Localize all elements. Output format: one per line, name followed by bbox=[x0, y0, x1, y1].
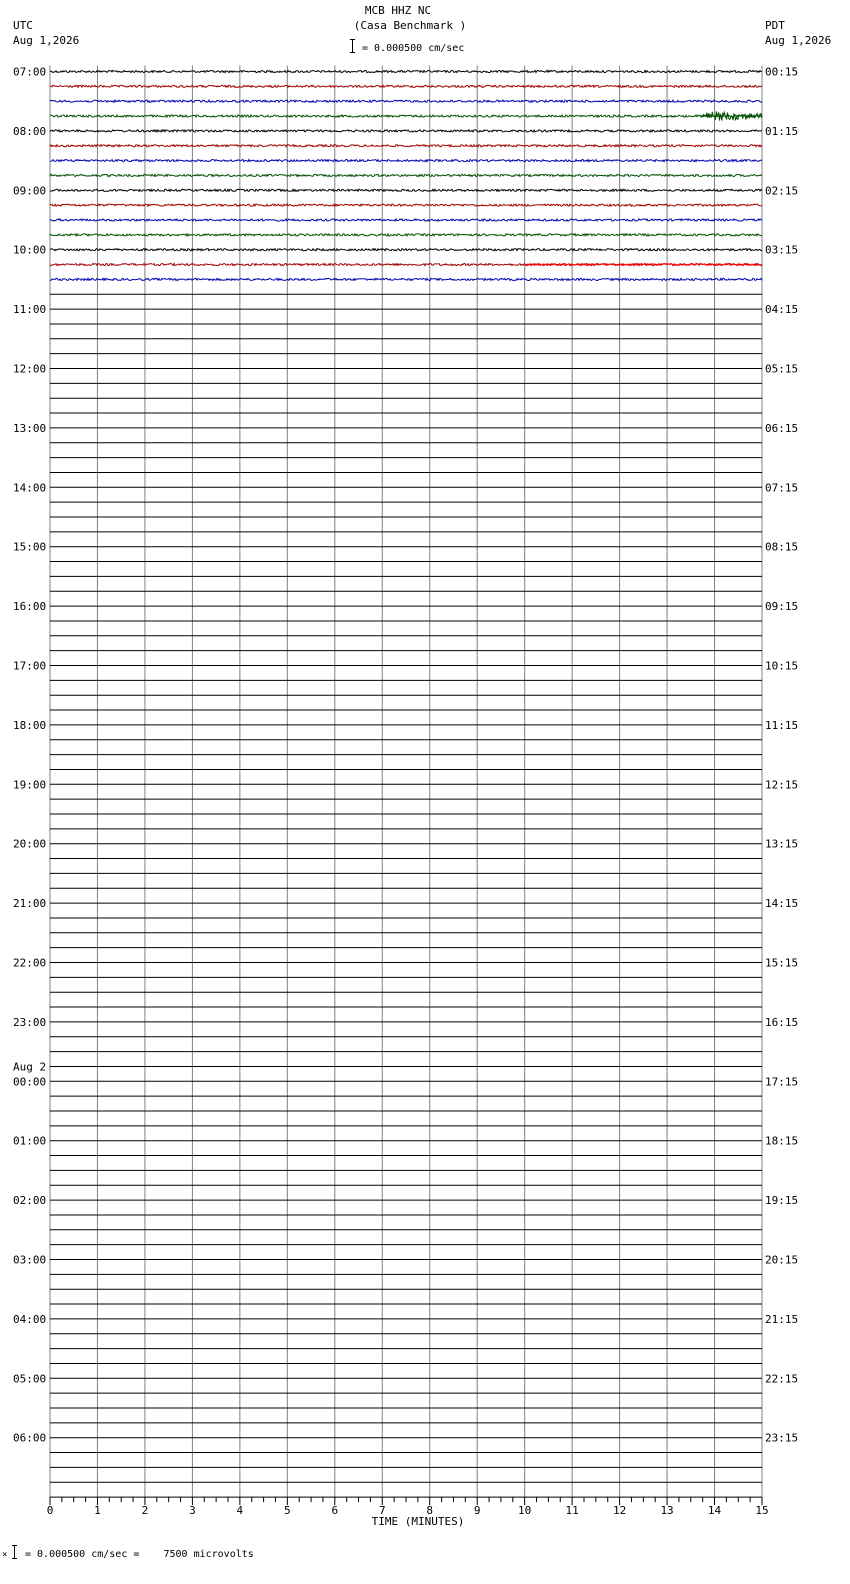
x-tick-label: 12 bbox=[612, 1504, 627, 1518]
pdt-hour-label: 02:15 bbox=[765, 184, 799, 198]
pdt-hour-label: 18:15 bbox=[765, 1134, 799, 1148]
utc-hour-label: 00:00 bbox=[13, 1075, 47, 1089]
x-tick-label: 6 bbox=[331, 1504, 339, 1518]
pdt-hour-label: 03:15 bbox=[765, 243, 799, 257]
seismic-trace bbox=[50, 100, 762, 102]
pdt-hour-label: 00:15 bbox=[765, 65, 799, 79]
seismic-trace bbox=[50, 249, 762, 251]
scale-label: = 0.000500 cm/sec bbox=[362, 43, 465, 54]
utc-hour-label: 11:00 bbox=[13, 303, 47, 317]
pdt-hour-label: 14:15 bbox=[765, 897, 799, 911]
x-tick-label: 0 bbox=[46, 1504, 54, 1518]
pdt-hour-label: 04:15 bbox=[765, 303, 799, 317]
x-tick-label: 3 bbox=[189, 1504, 196, 1518]
x-tick-label: 7 bbox=[378, 1504, 386, 1518]
pdt-timezone-label: PDT bbox=[765, 19, 785, 32]
pdt-hour-label: 15:15 bbox=[765, 956, 799, 970]
utc-hour-label: 16:00 bbox=[13, 600, 47, 614]
pdt-hour-label: 16:15 bbox=[765, 1015, 799, 1029]
utc-hour-label: 12:00 bbox=[13, 362, 47, 376]
x-tick-label: 13 bbox=[660, 1504, 674, 1518]
utc-hour-label: 01:00 bbox=[13, 1134, 47, 1148]
seismic-trace bbox=[50, 85, 762, 87]
footer-scale-note: = 0.000500 cm/sec = 7500 microvolts bbox=[25, 1549, 254, 1560]
x-tick-label: 11 bbox=[565, 1504, 579, 1518]
utc-hour-label: 08:00 bbox=[13, 124, 47, 138]
pdt-hour-label: 06:15 bbox=[765, 421, 799, 435]
pdt-hour-label: 20:15 bbox=[765, 1253, 799, 1267]
utc-hour-label: 03:00 bbox=[13, 1253, 47, 1267]
footer-scale bbox=[0, 1544, 400, 1564]
pdt-hour-label: 07:15 bbox=[765, 481, 799, 495]
utc-hour-label: 06:00 bbox=[13, 1431, 47, 1445]
utc-hour-label: 15:00 bbox=[13, 540, 47, 554]
pdt-date-label: Aug 1,2026 bbox=[765, 34, 832, 47]
pdt-hour-label: 22:15 bbox=[765, 1372, 799, 1386]
utc-hour-label: 13:00 bbox=[13, 421, 47, 435]
utc-hour-label: 20:00 bbox=[13, 837, 47, 851]
pdt-hour-label: 10:15 bbox=[765, 659, 799, 673]
utc-hour-label: 22:00 bbox=[13, 956, 47, 970]
utc-hour-label: 19:00 bbox=[13, 778, 47, 792]
station-title: MCB HHZ NC bbox=[364, 4, 432, 17]
utc-hour-label: 17:00 bbox=[13, 659, 47, 673]
seismic-trace bbox=[50, 278, 762, 280]
x-tick-label: 9 bbox=[473, 1504, 481, 1518]
seismic-trace bbox=[50, 219, 762, 221]
seismic-trace bbox=[50, 70, 762, 72]
pdt-hour-label: 05:15 bbox=[765, 362, 799, 376]
utc-hour-label: 04:00 bbox=[13, 1312, 47, 1326]
utc-hour-label: 21:00 bbox=[13, 897, 47, 911]
utc-timezone-label: UTC bbox=[13, 19, 33, 32]
x-tick-label: 4 bbox=[236, 1504, 244, 1518]
x-tick-label: 14 bbox=[707, 1504, 722, 1518]
utc-hour-label: 09:00 bbox=[13, 184, 47, 198]
footer-marker: × bbox=[2, 1550, 8, 1560]
x-tick-label: 1 bbox=[94, 1504, 101, 1518]
utc-hour-label: 02:00 bbox=[13, 1194, 47, 1208]
utc-date-label: Aug 1,2026 bbox=[13, 34, 80, 47]
seismic-trace bbox=[50, 115, 762, 117]
pdt-hour-label: 17:15 bbox=[765, 1075, 799, 1089]
day-change-label: Aug 2 bbox=[13, 1060, 47, 1074]
utc-hour-label: 07:00 bbox=[13, 65, 47, 79]
pdt-hour-label: 19:15 bbox=[765, 1194, 799, 1208]
pdt-hour-label: 13:15 bbox=[765, 837, 799, 851]
utc-hour-label: 10:00 bbox=[13, 243, 47, 257]
utc-hour-label: 05:00 bbox=[13, 1372, 47, 1386]
utc-hour-label: 18:00 bbox=[13, 718, 47, 732]
station-location: (Casa Benchmark ) bbox=[353, 19, 467, 32]
x-tick-label: 15 bbox=[755, 1504, 769, 1518]
seismic-trace bbox=[50, 204, 762, 206]
seismic-trace bbox=[50, 160, 762, 162]
x-tick-label: 2 bbox=[141, 1504, 149, 1518]
pdt-hour-label: 12:15 bbox=[765, 778, 799, 792]
seismic-trace bbox=[50, 189, 762, 191]
seismic-trace bbox=[50, 145, 762, 147]
x-tick-label: 10 bbox=[518, 1504, 532, 1518]
seismic-trace bbox=[50, 130, 762, 132]
footer-scale-bar-icon bbox=[10, 1544, 20, 1562]
pdt-hour-label: 21:15 bbox=[765, 1312, 799, 1326]
x-tick-label: 8 bbox=[426, 1504, 434, 1518]
x-axis-title: TIME (MINUTES) bbox=[371, 1515, 465, 1529]
utc-hour-label: 23:00 bbox=[13, 1015, 47, 1029]
pdt-hour-label: 09:15 bbox=[765, 600, 799, 614]
pdt-hour-label: 23:15 bbox=[765, 1431, 799, 1445]
pdt-hour-label: 08:15 bbox=[765, 540, 799, 554]
seismic-trace bbox=[50, 234, 762, 236]
seismic-trace bbox=[50, 174, 762, 176]
x-tick-label: 5 bbox=[284, 1504, 291, 1518]
pdt-hour-label: 11:15 bbox=[765, 718, 799, 732]
utc-hour-label: 14:00 bbox=[13, 481, 47, 495]
pdt-hour-label: 01:15 bbox=[765, 124, 799, 138]
